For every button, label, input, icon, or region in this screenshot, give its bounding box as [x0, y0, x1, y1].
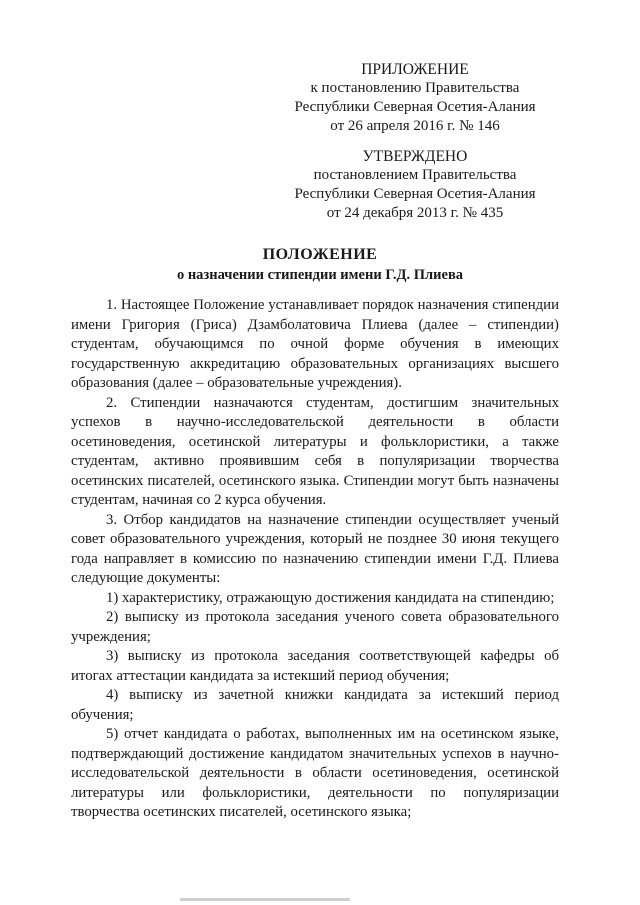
paragraph: 1) характеристику, отражающую достижения кандидата на стипендию; [106, 589, 555, 606]
approved-heading: УТВЕРЖДЕНО [362, 148, 468, 165]
approved-line: Республики Северная Осетия-Алания [294, 186, 536, 202]
annex-line: Республики Северная Осетия-Алания [294, 99, 536, 115]
annex-line: к постановлению Правительства [310, 80, 520, 96]
document-title [80, 245, 560, 285]
paragraph: 4) выписку из зачетной книжки кандидата за истекший период обучения; [71, 687, 559, 723]
document-body [71, 296, 559, 823]
annex-block [270, 60, 560, 136]
approved-block [270, 147, 560, 223]
paragraph: 3) выписку из протокола заседания соответствующей кафедры об итогах аттестации кандидата за истекший период обучения; [71, 648, 559, 684]
paragraph: 2. Стипендии назначаются студентам, достигшим значительных успехов в научно-исследовательской деятельности в области осетиноведения, осетинской литературы и фольклористики, а также студентам, активно проявившим себя в популяризации творчества осетинских писателей, осетинского языка. Стипендии могут быть назначены студентам, начиная со 2 курса обучения. [71, 394, 559, 508]
paragraph: 2) выписку из протокола заседания ученого совета образовательного учреждения; [71, 609, 559, 645]
paragraph: 5) отчет кандидата о работах, выполненных им на осетинском языке, подтверждающий достижение кандидатом значительных успехов в научно-исследовательской деятельности в области осетиноведения, осетинской литературы или фольклористики, деятельности по популяризации творчества осетинских писателей, осетинского языка; [71, 726, 559, 820]
approved-line: от 24 декабря 2013 г. № 435 [326, 205, 504, 221]
title-subtitle: о назначении стипендии имени Г.Д. Плиева [176, 267, 464, 283]
annex-heading: ПРИЛОЖЕНИЕ [361, 61, 469, 78]
paragraph: 1. Настоящее Положение устанавливает порядок назначения стипендии имени Григория (Гриса) Дзамболатовича Плиева (далее – стипендии) студентам, обучающимся по очной форме обучения в имеющих государственную аккредитацию образовательных организациях высшего образования (далее – образовательные учреждения). [71, 297, 559, 391]
approved-line: постановлением Правительства [313, 167, 517, 183]
scan-artifact [180, 898, 350, 901]
title-main: ПОЛОЖЕНИЕ [262, 246, 378, 263]
annex-line: от 26 апреля 2016 г. № 146 [330, 118, 500, 134]
paragraph: 3. Отбор кандидатов на назначение стипендии осуществляет ученый совет образовательного учреждения, который не позднее 30 июня текущего года направляет в комиссию по назначению стипендии имени Г.Д. Плиева следующие документы: [71, 511, 559, 586]
